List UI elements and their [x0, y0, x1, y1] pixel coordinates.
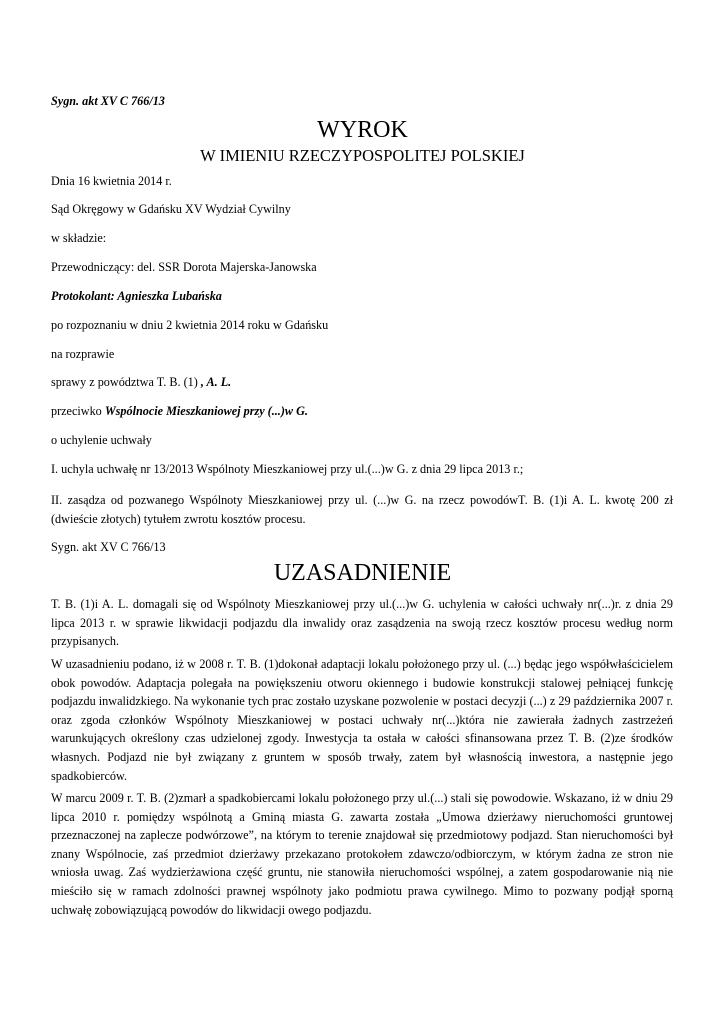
claim-parties-bold: , A. L. — [200, 375, 232, 389]
justification-paragraph-3: W marcu 2009 r. T. B. (2)zmarł a spadkobiercami lokalu położonego przy ul.(...) stali się powodowie. Wskazano, iż w dniu 29 lipca 2010 r. pomiędzy wspólnotą a Gminą miasta G. zawarta została „Umowa dzierżawy nieruchomości gruntowej przeznaczonej na zaplecze podwórzowe”, na którym to terenie znajdował się przedmiotowy podjazd. Stan nieruchomości był znany Wspólnocie, zaś przedmiot dzierżawy przekazano protokołem zdawczo/odbiorczym, w którym żadna ze stron nie wniosła uwag. Zaś wydzierżawiona część gruntu, nie stanowiła nieruchomości wspólnej, a zatem gospodarowanie nią nie mieściło się w ramach zdolności prawnej wspólnoty jako podmiotu prawa cywilnego. Mimo to pozwany podjął sporną uchwałę zobowiązującą powodów do likwidacji owego podjazdu. — [51, 791, 673, 917]
against-prefix: przeciwko — [51, 404, 105, 418]
judgment-date: Dnia 16 kwietnia 2014 r. — [51, 174, 172, 188]
court-name: Sąd Okręgowy w Gdańsku XV Wydział Cywilny — [51, 202, 291, 216]
defendant-name: Wspólnocie Mieszkaniowej przy (...)w G. — [104, 404, 308, 418]
justification-paragraph-2: W uzasadnieniu podano, iż w 2008 r. T. B. (1)dokonał adaptacji lokalu położonego przy ul. (...) będąc jego współwłaścicielem obok powodów. Adaptacja polegała na powiększeniu otworu okiennego i budowie konstrukcji stalowej pełniącej funkcję podjazdu inwalidzkiego. Na wykonanie tych prac zostało uzyskane pozwolenie w postaci decyzji (...) z 29 października 2007 r. oraz zgoda członków Wspólnoty Mieszkaniowej w postaci uchwały nr(...)która nie zawierała żadnych zastrzeżeń warunkujących określony czas udzielonej zgody. Inwestycja ta ostała w całości sfinansowana przez T. B. (2)ze środków własnych. Podjazd nie był związany z gruntem w sposób trwały, zatem był własnością inwestora, a następnie jego spadkobierców. — [51, 657, 673, 783]
against-line — [51, 403, 308, 419]
hearing-line: po rozpoznaniu w dniu 2 kwietnia 2014 roku w Gdańsku — [51, 318, 329, 332]
composition-label: w składzie: — [51, 231, 107, 245]
ruling-item-1: I. uchyla uchwałę nr 13/2013 Wspólnoty Mieszkaniowej przy ul.(...)w G. z dnia 29 lipca 2013 r.; — [51, 462, 524, 476]
judgment-subtitle: W IMIENIU RZECZYPOSPOLITEJ POLSKIEJ — [200, 146, 525, 165]
justification-paragraph-1: T. B. (1)i A. L. domagali się od Wspólnoty Mieszkaniowej przy ul.(...)w G. uchylenia w całości uchwały nr(...)r. z dnia 29 lipca 2013 r. w sprawie likwidacji podjazdu dla inwalidy oraz zasądzenia na swoją rzecz kosztów procesu według norm przypisanych. — [51, 597, 673, 649]
case-number-justification: Sygn. akt XV C 766/13 — [51, 540, 166, 554]
session-line: na rozprawie — [51, 347, 115, 361]
ruling-item-2: II. zasądza od pozwanego Wspólnoty Mieszkaniowej przy ul. (...)w G. na rzecz powodówT. B. (1)i A. L. kwotę 200 zł (dwieście złotych) tytułem zwrotu kosztów procesu. — [51, 493, 673, 526]
judgment-title: WYROK — [317, 117, 408, 143]
subject-line: o uchylenie uchwały — [51, 433, 152, 447]
case-number-header: Sygn. akt XV C 766/13 — [51, 94, 165, 108]
clerk-line: Protokolant: Agnieszka Lubańska — [51, 289, 222, 303]
justification-title: UZASADNIENIE — [273, 560, 452, 586]
claim-prefix: sprawy z powództwa T. B. (1) — [51, 375, 201, 389]
chairman-line: Przewodniczący: del. SSR Dorota Majerska-Janowska — [51, 260, 317, 274]
claim-line — [51, 374, 231, 390]
